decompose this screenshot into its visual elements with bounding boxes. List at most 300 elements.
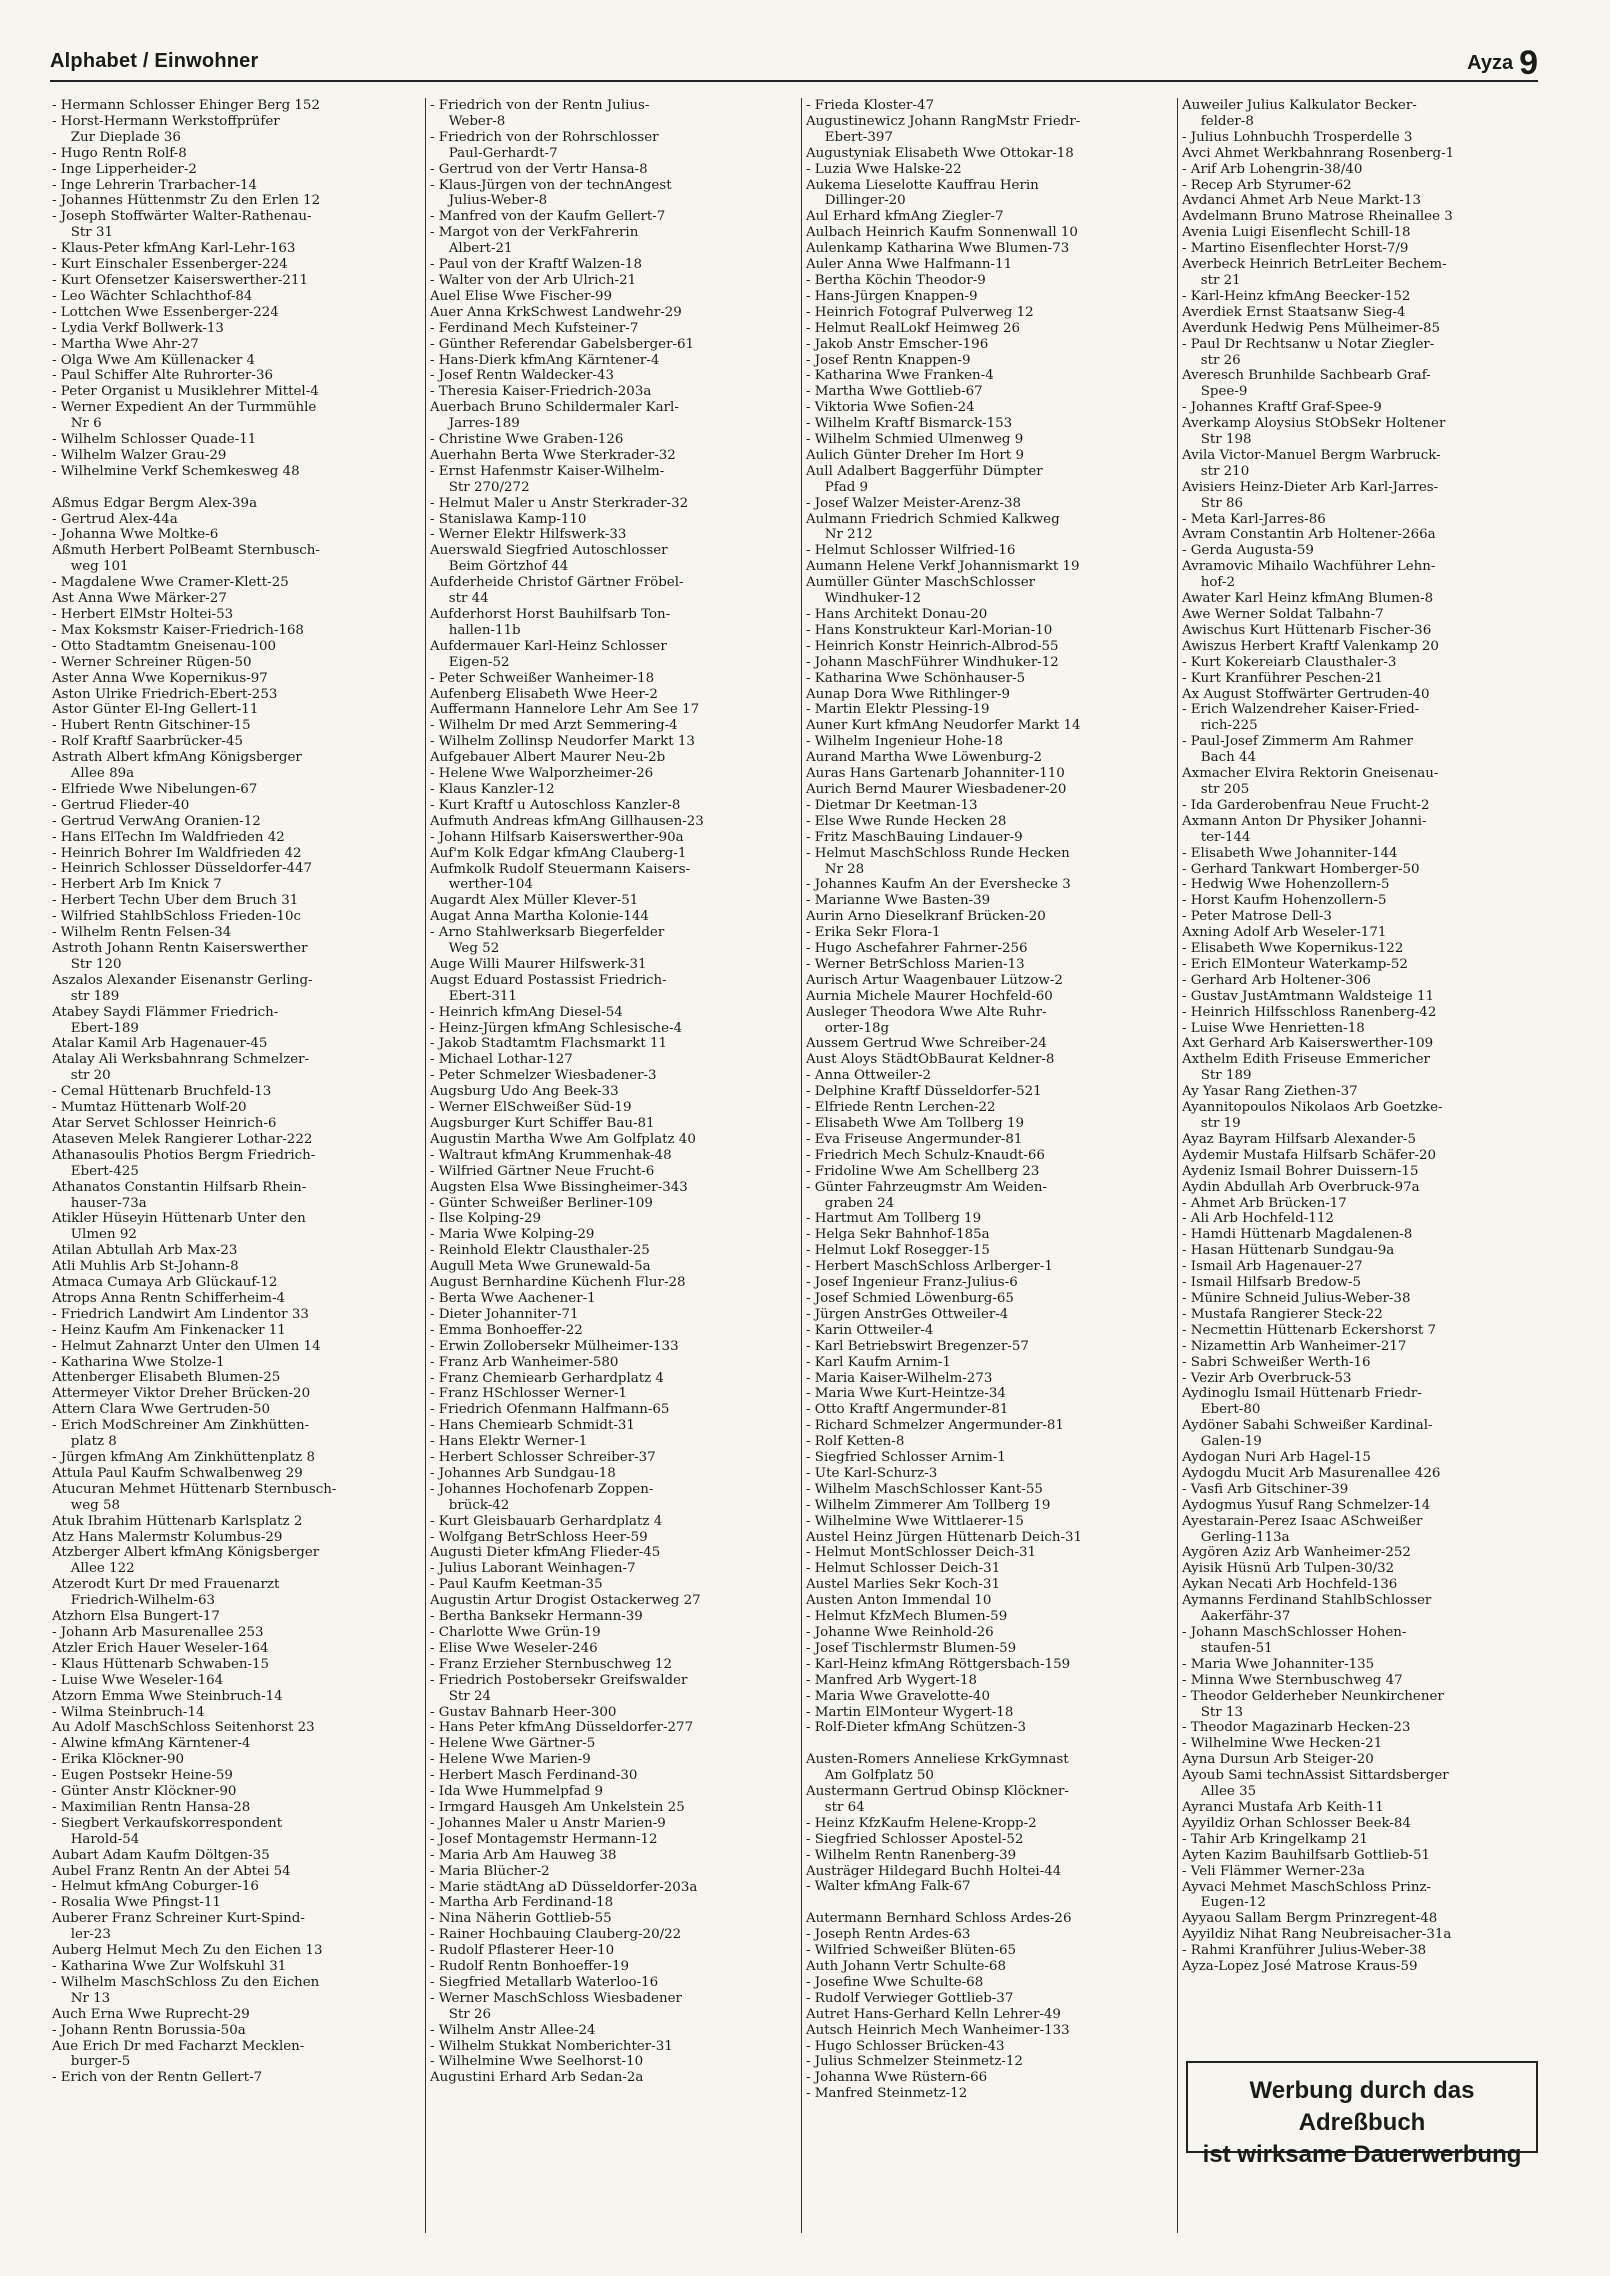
directory-entry: - Luzia Wwe Halske-22 [806,161,962,177]
directory-entry: - Martha Arb Ferdinand-18 [430,1895,614,1911]
directory-entry: Ebert-80 [1200,1402,1261,1418]
directory-entry: Augustin Martha Wwe Am Golfplatz 40 [430,1131,696,1147]
directory-entry: str 20 [70,1068,111,1084]
directory-entry: Austen Anton Immendal 10 [806,1593,992,1609]
directory-entry: - Martino Eisenflechter Horst-7/9 [1182,241,1409,257]
directory-entry: - Ilse Kolping-29 [430,1211,542,1227]
directory-entry: Aßmus Edgar Bergm Alex-39a [52,495,258,511]
directory-entry: Dillinger-20 [824,193,906,209]
directory-entry: Auberer Franz Schreiner Kurt-Spind- [52,1911,305,1927]
directory-entry: - Johann MaschFührer Windhuker-12 [806,654,1059,670]
directory-entry: Atzberger Albert kfmAng Königsberger [52,1545,320,1561]
directory-entry: - Werner MaschSchloss Wiesbadener [430,1990,682,2006]
directory-entry: - Christine Wwe Graben-126 [430,432,624,448]
directory-entry: str 64 [824,1799,865,1815]
directory-entry: - Otto Stadtamtm Gneisenau-100 [52,638,276,654]
directory-entry: Aufgebauer Albert Maurer Neu-2b [430,750,666,766]
column-divider [1177,98,1178,2233]
directory-entry: Atilan Abtullah Arb Max-23 [52,1243,238,1259]
directory-entry: Weg 52 [448,941,500,957]
directory-entry: - Josef Walzer Meister-Arenz-38 [806,495,1021,511]
directory-entry: - Julius Schmelzer Steinmetz-12 [806,2054,1023,2070]
directory-entry: Pfad 9 [824,479,869,495]
directory-entry: Augustin Artur Drogist Ostackerweg 27 [430,1593,701,1609]
directory-entry: Atmaca Cumaya Arb Glückauf-12 [52,1275,278,1291]
directory-entry: - Horst Kaufm Hohenzollern-5 [1182,893,1387,909]
directory-entry: Beim Görtzhof 44 [448,559,569,575]
directory-entry: - Heinrich Bohrer Im Waldfrieden 42 [52,845,302,861]
directory-entry: Am Golfplatz 50 [824,1768,934,1784]
directory-entry: - Magdalene Wwe Cramer-Klett-25 [52,575,289,591]
directory-entry: - Eugen Postsekr Heine-59 [52,1768,233,1784]
directory-entry: Axt Gerhard Arb Kaiserswerther-109 [1182,1036,1434,1052]
directory-entry: Avramovic Mihailo Wachführer Lehn- [1182,559,1436,575]
directory-entry: - Julius Lohnbuchh Trosperdelle 3 [1182,129,1413,145]
entry-spacer [806,1895,1172,1911]
directory-entry: - Hans-Dierk kfmAng Kärntener-4 [430,352,660,368]
directory-entry: Aussem Gertrud Wwe Schreiber-24 [806,1036,1047,1052]
directory-entry: - Helmut MaschSchloss Runde Hecken [806,845,1070,861]
directory-entry: Atikler Hüseyin Hüttenarb Unter den [52,1211,306,1227]
directory-entry: - Martha Wwe Gottlieb-67 [806,384,983,400]
directory-entry: - Paul Dr Rechtsanw u Notar Ziegler- [1182,336,1435,352]
directory-entry: Aufdermauer Karl-Heinz Schlosser [430,638,667,654]
directory-entry: - Leo Wächter Schlachthof-84 [52,288,253,304]
directory-entry: Auras Hans Gartenarb Johanniter-110 [806,766,1065,782]
directory-entry: Augsburg Udo Ang Beek-33 [430,1084,619,1100]
directory-entry: - Elise Wwe Weseler-246 [430,1640,598,1656]
directory-entry: - Else Wwe Runde Hecken 28 [806,813,1007,829]
directory-entry: Aurnia Michele Maurer Hochfeld-60 [806,988,1053,1004]
directory-entry: - Kurt Kokereiarb Clausthaler-3 [1182,654,1397,670]
directory-entry: - Jürgen kfmAng Am Zinkhüttenplatz 8 [52,1450,316,1466]
directory-entry: - Kurt Kraftf u Autoschloss Kanzler-8 [430,797,681,813]
directory-entry: - Paul Kaufm Keetman-35 [430,1577,603,1593]
directory-entry: - Maximilian Rentn Hansa-28 [52,1799,251,1815]
directory-entry: Atalar Kamil Arb Hagenauer-45 [52,1036,268,1052]
directory-entry: Harold-54 [70,1831,140,1847]
directory-entry: Aue Erich Dr med Facharzt Mecklen- [52,2038,305,2054]
directory-entry: Aakerfähr-37 [1200,1609,1291,1625]
directory-entry: Aunap Dora Wwe Rithlinger-9 [806,686,1011,702]
directory-entry: str 21 [1200,272,1241,288]
directory-entry: - Helene Wwe Marien-9 [430,1752,591,1768]
directory-entry: Attermeyer Viktor Dreher Brücken-20 [52,1386,311,1402]
directory-entry: - Michael Lothar-127 [430,1052,573,1068]
directory-entry: Awischus Kurt Hüttenarb Fischer-36 [1182,622,1432,638]
directory-entry: Augustyniak Elisabeth Wwe Ottokar-18 [806,145,1074,161]
directory-entry: - Hans Peter kfmAng Düsseldorfer-277 [430,1720,694,1736]
directory-entry: Aßmuth Herbert PolBeamt Sternbusch- [52,543,320,559]
directory-entry: Aufderhorst Horst Bauhilfsarb Ton- [430,607,671,622]
directory-entry: - Heinrich kfmAng Diesel-54 [430,1004,623,1020]
directory-entry: Ausleger Theodora Wwe Alte Ruhr- [806,1004,1047,1020]
directory-entry: Atzler Erich Hauer Weseler-164 [52,1640,269,1656]
directory-entry: - Helmut KfzMech Blumen-59 [806,1609,1008,1625]
directory-entry: Aust Aloys StädtObBaurat Keldner-8 [806,1052,1055,1068]
directory-entry: - Joseph Stoffwärter Walter-Rathenau- [52,209,312,225]
directory-entry: - Münire Schneid Julius-Weber-38 [1182,1290,1411,1306]
directory-entry: Auf'm Kolk Edgar kfmAng Clauberg-1 [430,845,687,861]
directory-entry: - Maria Wwe Kolping-29 [430,1227,595,1243]
directory-entry: - Josef Ingenieur Franz-Julius-6 [806,1275,1018,1291]
directory-column-3 [806,98,1172,2102]
directory-entry: Avisiers Heinz-Dieter Arb Karl-Jarres- [1182,479,1439,495]
directory-entry: - Peter Organist u Musiklehrer Mittel-4 [52,384,319,400]
directory-entry: Auler Anna Wwe Halfmann-11 [806,257,1013,273]
directory-entry: - Walter kfmAng Falk-67 [806,1879,971,1895]
directory-entry: - Ernst Hafenmstr Kaiser-Wilhelm- [430,463,665,479]
directory-entry: Aydin Abdullah Arb Overbruck-97a [1182,1179,1420,1195]
directory-entry: Atucuran Mehmet Hüttenarb Sternbusch- [52,1481,337,1497]
directory-entry: - Sabri Schweißer Werth-16 [1182,1354,1371,1370]
directory-entry: Auch Erna Wwe Ruprecht-29 [52,2006,250,2022]
directory-entry: - Karl Kaufm Arnim-1 [806,1354,951,1370]
directory-entry: - Kurt Gleisbauarb Gerhardplatz 4 [430,1513,663,1529]
directory-entry: - Waltraut kfmAng Krummenhak-48 [430,1147,672,1163]
directory-entry: - Katharina Wwe Stolze-1 [52,1354,225,1370]
directory-entry: Augull Meta Wwe Grunewald-5a [430,1259,651,1275]
directory-entry: - Gerhard Tankwart Homberger-50 [1182,861,1420,877]
directory-entry: Gerling-113a [1200,1529,1290,1545]
directory-entry: Ayisik Hüsnü Arb Tulpen-30/32 [1182,1561,1395,1577]
directory-entry: Str 198 [1200,432,1252,448]
directory-entry: - Paul-Josef Zimmerm Am Rahmer [1182,734,1413,750]
directory-entry: - Delphine Kraftf Düsseldorfer-521 [806,1084,1042,1100]
directory-entry: - Erich von der Rentn Gellert-7 [52,2070,263,2086]
directory-entry: - Friedrich Ofenmann Halfmann-65 [430,1402,670,1418]
directory-entry: - Johannes Maler u Anstr Marien-9 [430,1815,666,1831]
directory-entry: - Nizamettin Arb Wanheimer-217 [1182,1338,1407,1354]
directory-entry: - Theresia Kaiser-Friedrich-203a [430,384,652,400]
directory-entry: Aurand Martha Wwe Löwenburg-2 [806,750,1043,766]
directory-entry: - Johannes Arb Sundgau-18 [430,1465,616,1481]
directory-column-1 [52,98,422,2086]
directory-entry: - Rudolf Verwieger Gottlieb-37 [806,1990,1014,2006]
directory-entry: - Peter Schweißer Wanheimer-18 [430,670,655,686]
directory-entry: Auner Kurt kfmAng Neudorfer Markt 14 [806,718,1081,734]
directory-entry: - Bertha Köchin Theodor-9 [806,272,986,288]
directory-entry: - Maria Wwe Johanniter-135 [1182,1656,1375,1672]
directory-entry: - Gerda Augusta-59 [1182,543,1314,559]
directory-entry: - Katharina Wwe Franken-4 [806,368,994,384]
directory-entry: - Herbert Masch Ferdinand-30 [430,1768,638,1784]
directory-entry: Ulmen 92 [70,1227,137,1243]
directory-entry: - Hans ElTechn Im Waldfrieden 42 [52,829,285,845]
directory-entry: - Herbert Techn Über dem Bruch 31 [52,893,299,909]
directory-entry: - Martin Elektr Plessing-19 [806,702,990,718]
directory-entry: - Hugo Schlosser Brücken-43 [806,2038,1005,2054]
directory-entry: str 189 [70,988,120,1004]
directory-entry: - Wilhelm Ingenieur Hohe-18 [806,734,1004,750]
directory-entry: - Herbert Arb Im Knick 7 [52,877,222,893]
directory-entry: Atuk Ibrahim Hüttenarb Karlsplatz 2 [52,1513,303,1529]
directory-entry: Atzhorn Elsa Bungert-17 [52,1609,220,1625]
directory-entry: - Rudolf Rentn Bonhoeffer-19 [430,1959,630,1975]
directory-entry: - Wilhelm MaschSchlosser Kant-55 [806,1481,1043,1497]
directory-entry: - Martin ElMonteur Wygert-18 [806,1704,1014,1720]
directory-entry: - Erika Klöckner-90 [52,1752,185,1768]
directory-entry: graben 24 [824,1195,895,1211]
directory-entry: Ayza-Lopez José Matrose Kraus-59 [1182,1959,1418,1975]
page-header-right [1467,44,1538,83]
directory-entry: - Frieda Kloster-47 [806,98,934,113]
directory-entry: Avdelmann Bruno Matrose Rheinallee 3 [1182,209,1453,225]
directory-entry: - Josef Schmied Löwenburg-65 [806,1290,1014,1306]
directory-entry: Str 120 [70,956,122,972]
directory-entry: - Irmgard Hausgeh Am Unkelstein 25 [430,1799,685,1815]
directory-entry: - Olga Wwe Am Küllenacker 4 [52,352,256,368]
directory-entry: - Helmut kfmAng Coburger-16 [52,1879,259,1895]
directory-entry: - Cemal Hüttenarb Bruchfeld-13 [52,1084,272,1100]
directory-entry: - Johann Hilfsarb Kaiserswerther-90a [430,829,684,845]
directory-entry: Augusti Dieter kfmAng Flieder-45 [430,1545,661,1561]
directory-entry: ter-144 [1200,829,1251,845]
directory-entry: - Klaus-Jürgen von der technAngest [430,177,672,193]
directory-entry: - Erich ElMonteur Waterkamp-52 [1182,956,1408,972]
directory-entry: Aydinoglu Ismail Hüttenarb Friedr- [1182,1386,1422,1402]
directory-entry: - Werner ElSchweißer Süd-19 [430,1100,632,1116]
directory-entry: - Wilhelm Walzer Grau-29 [52,447,227,463]
directory-entry: - Mustafa Rangierer Steck-22 [1182,1306,1383,1322]
directory-entry: - Inge Lipperheider-2 [52,161,197,177]
directory-entry: - Helmut Schlosser Deich-31 [806,1561,1001,1577]
directory-entry: - Inge Lehrerin Trarbacher-14 [52,177,258,193]
directory-entry: Avila Victor-Manuel Bergm Warbruck- [1182,447,1441,463]
directory-entry: Ayannitopoulos Nikolaos Arb Goetzke- [1182,1100,1443,1116]
directory-entry: Autsch Heinrich Mech Wanheimer-133 [806,2022,1070,2038]
directory-entry: - Necmettin Hüttenarb Eckershorst 7 [1182,1322,1436,1338]
directory-entry: - Rainer Hochbauing Clauberg-20/22 [430,1927,682,1943]
directory-entry: - Herbert ElMstr Holtei-53 [52,606,234,622]
directory-entry: Augustini Erhard Arb Sedan-2a [430,2070,644,2086]
directory-entry: - Hans Elektr Werner-1 [430,1434,588,1450]
directory-entry: Auge Willi Maurer Hilfswerk-31 [430,956,647,972]
directory-entry: Aymanns Ferdinand StahlbSchlosser [1182,1593,1432,1609]
directory-entry: werther-104 [448,877,533,893]
directory-entry: Atzorn Emma Wwe Steinbruch-14 [52,1688,283,1704]
directory-entry: Aul Erhard kfmAng Ziegler-7 [806,209,1004,225]
directory-entry: Aulbach Heinrich Kaufm Sonnenwall 10 [806,225,1078,241]
directory-entry: - Arno Stahlwerksarb Biegerfelder [430,925,665,941]
directory-entry: - Heinrich Hilfsschloss Ranenberg-42 [1182,1004,1437,1020]
directory-entry: Axthelm Edith Friseuse Emmericher [1182,1052,1430,1068]
directory-entry: rich-225 [1200,718,1258,734]
directory-entry: - Erika Sekr Flora-1 [806,925,941,941]
directory-entry: - Johann Rentn Borussia-50a [52,2022,246,2038]
directory-entry: - Manfred von der Kaufm Gellert-7 [430,209,666,225]
directory-entry: Au Adolf MaschSchloss Seitenhorst 23 [52,1720,315,1736]
directory-entry: Atalay Ali Werksbahnrang Schmelzer- [52,1052,310,1068]
directory-entry: - Erwin Zollobersekr Mülheimer-133 [430,1338,679,1354]
directory-entry: - Maria Wwe Gravelotte-40 [806,1688,990,1704]
directory-entry: Axning Adolf Arb Weseler-171 [1182,925,1387,941]
directory-entry: felder-8 [1200,113,1254,129]
directory-entry: Avram Constantin Arb Holtener-266a [1182,527,1436,543]
directory-entry: Ayten Kazim Bauhilfsarb Gottlieb-51 [1182,1847,1430,1863]
directory-entry: brück-42 [448,1497,510,1513]
directory-entry: - Wilhelm MaschSchloss Zu den Eichen [52,1974,320,1990]
directory-entry: Windhuker-12 [824,591,922,607]
directory-entry: Aubel Franz Rentn An der Abtei 54 [52,1863,291,1879]
directory-entry: - Elisabeth Wwe Johanniter-144 [1182,845,1398,861]
directory-entry: Aurisch Artur Waagenbauer Lützow-2 [806,972,1063,988]
directory-entry: hauser-73a [70,1195,147,1211]
entry-spacer [52,480,422,496]
directory-entry: - Johannes Kaufm An der Evershecke 3 [806,877,1071,893]
directory-entry: Averdunk Hedwig Pens Mülheimer-85 [1182,320,1441,336]
directory-entry: - Johannes Kraftf Graf-Spee-9 [1182,400,1382,416]
directory-entry: - Wilfried Schweißer Blüten-65 [806,1943,1017,1959]
directory-entry: - Meta Karl-Jarres-86 [1182,511,1326,527]
directory-entry: - Helmut Maler u Anstr Sterkrader-32 [430,495,689,511]
directory-entry: Awiszus Herbert Kraftf Valenkamp 20 [1182,638,1439,654]
directory-entry: - Richard Schmelzer Angermunder-81 [806,1418,1064,1434]
directory-entry: - Ida Garderobenfrau Neue Frucht-2 [1182,797,1430,813]
directory-entry: Allee 89a [70,766,135,782]
page-number: 9 [1519,44,1538,82]
directory-entry: - Johann Arb Masurenallee 253 [52,1624,264,1640]
directory-entry: Zur Dieplade 36 [70,129,181,145]
directory-entry: - Maria Wwe Kurt-Heintze-34 [806,1386,1006,1402]
directory-entry: Spee-9 [1200,384,1248,400]
directory-entry: Auerhahn Berta Wwe Sterkrader-32 [430,447,676,463]
directory-entry: Austel Marlies Sekr Koch-31 [806,1577,1000,1593]
directory-entry: - Kurt Ofensetzer Kaiserswerther-211 [52,272,308,288]
directory-entry: Averesch Brunhilde Sachbearb Graf- [1182,368,1431,384]
directory-entry: - Franz Arb Wanheimer-580 [430,1354,619,1370]
directory-entry: - Tahir Arb Kringelkamp 21 [1182,1831,1368,1847]
directory-entry: Atar Servet Schlosser Heinrich-6 [52,1115,277,1131]
directory-entry: Auer Anna KrkSchwest Landwehr-29 [430,304,682,320]
directory-entry: Astor Günter El-Ing Gellert-11 [52,702,259,718]
directory-entry: Augsburger Kurt Schiffer Bau-81 [430,1116,655,1131]
directory-entry: - Josef Montagemstr Hermann-12 [430,1831,658,1847]
directory-entry: - Heinz Kaufm Am Finkenacker 11 [52,1322,286,1338]
directory-entry: - Wilhelm Schmied Ulmenweg 9 [806,432,1024,448]
advertisement-box [1186,2061,1538,2168]
directory-entry: - Karin Ottweiler-4 [806,1322,934,1338]
directory-entry: - Vasfi Arb Gitschiner-39 [1182,1481,1349,1497]
directory-entry: - Wilhelmine Wwe Wittlaerer-15 [806,1513,1024,1529]
directory-entry: Avenia Luigi Eisenflecht Schill-18 [1182,225,1411,241]
directory-entry: - Wilhelm Zollinsp Neudorfer Markt 13 [430,734,695,750]
directory-entry: - Wilhelm Rentn Felsen-34 [52,925,232,941]
directory-entry: - Marie städtAng aD Düsseldorfer-203a [430,1879,698,1895]
directory-entry: - Anna Ottweiler-2 [806,1068,932,1084]
directory-entry: Autret Hans-Gerhard Kelln Lehrer-49 [806,2006,1061,2022]
directory-entry: str 19 [1200,1116,1241,1131]
directory-entry: - Hugo Rentn Rolf-8 [52,145,187,161]
directory-entry: Ayyaou Sallam Bergm Prinzregent-48 [1182,1911,1438,1927]
directory-entry: - Josef Rentn Knappen-9 [806,352,971,368]
directory-entry: - Hartmut Am Tollberg 19 [806,1211,982,1227]
directory-entry: - Johannes Hüttenmstr Zu den Erlen 12 [52,193,321,209]
directory-entry: orter-18g [824,1020,890,1036]
directory-entry: Ayna Dursun Arb Steiger-20 [1182,1752,1374,1768]
directory-entry: - Jürgen AnstrGes Ottweiler-4 [806,1306,1009,1322]
directory-entry: Austen-Romers Anneliese KrkGymnast [806,1752,1069,1768]
directory-entry: - Wolfgang BetrSchloss Heer-59 [430,1529,648,1545]
directory-entry: Aston Ulrike Friedrich-Ebert-253 [52,686,278,702]
directory-entry: August Bernhardine Küchenh Flur-28 [430,1275,686,1291]
directory-entry: str 26 [1200,352,1241,368]
directory-entry: - Wilhelmine Wwe Hecken-21 [1182,1736,1383,1752]
directory-entry: Paul-Gerhardt-7 [448,145,558,161]
directory-entry: - Ferdinand Mech Kufsteiner-7 [430,320,639,336]
directory-entry: Aulmann Friedrich Schmied Kalkweg [806,511,1060,527]
directory-entry: - Margot von der VerkFahrerin [430,225,639,241]
directory-entry: str 44 [448,591,489,607]
directory-entry: - Günter Schweißer Berliner-109 [430,1195,653,1211]
directory-entry: Aykan Necati Arb Hochfeld-136 [1182,1577,1398,1593]
directory-entry: - Helga Sekr Bahnhof-185a [806,1227,990,1243]
directory-entry: - Horst-Hermann Werkstoffprüfer [52,113,280,129]
directory-entry: Augardt Alex Müller Klever-51 [430,893,639,909]
section-title: Alphabet / Einwohner [50,50,259,72]
directory-entry: - Heinrich Schlosser Düsseldorfer-447 [52,861,313,877]
directory-entry: Julius-Weber-8 [448,193,548,209]
directory-entry: - Gertrud Alex-44a [52,511,178,527]
ad-line-2: ist wirksame Dauerwerbung [1202,2141,1522,2168]
directory-entry: - Rolf Ketten-8 [806,1434,905,1450]
directory-entry: Ayyildiz Nihat Rang Neubreisacher-31a [1182,1927,1452,1943]
directory-entry: - Luise Wwe Weseler-164 [52,1672,224,1688]
directory-entry: - Maria Blücher-2 [430,1863,550,1879]
directory-entry: Aumüller Günter MaschSchlosser [806,575,1036,591]
directory-entry: - Luise Wwe Henrietten-18 [1182,1020,1365,1036]
directory-entry: - Viktoria Wwe Sofien-24 [806,400,975,416]
directory-entry: - Rudolf Pflasterer Heer-10 [430,1943,615,1959]
directory-entry: - Elisabeth Wwe Kopernikus-122 [1182,941,1404,957]
directory-entry: Averdiek Ernst Staatsanw Sieg-4 [1182,304,1406,320]
directory-entry: - Theodor Gelderheber Neunkirchener [1182,1688,1444,1704]
directory-entry: - Mumtaz Hüttenarb Wolf-20 [52,1100,247,1116]
directory-entry: Str 31 [70,225,114,241]
directory-entry: Auffermann Hannelore Lehr Am See 17 [430,702,700,718]
directory-entry: Str 24 [448,1688,492,1704]
directory-entry: Ebert-189 [70,1020,139,1036]
directory-entry: Eigen-52 [448,654,510,670]
directory-entry: Auberg Helmut Mech Zu den Eichen 13 [52,1943,323,1959]
directory-entry: Averbeck Heinrich BetrLeiter Bechem- [1182,257,1447,273]
directory-entry: - Kurt Kranführer Peschen-21 [1182,670,1383,686]
directory-entry: Augat Anna Martha Kolonie-144 [430,909,649,925]
directory-entry: - Franz Erzieher Sternbuschweg 12 [430,1656,672,1672]
directory-entry: - Rosalia Wwe Pfingst-11 [52,1895,221,1911]
directory-entry: - Elisabeth Wwe Am Tollberg 19 [806,1116,1025,1131]
directory-entry: - Josef Rentn Waldecker-43 [430,368,614,384]
directory-entry: Aufmuth Andreas kfmAng Gillhausen-23 [430,813,704,829]
directory-entry: Ataseven Melek Rangierer Lothar-222 [52,1131,313,1147]
directory-entry: Ayoub Sami technAssist Sittardsberger [1182,1768,1449,1784]
directory-entry: - Werner Elektr Hilfswerk-33 [430,527,627,543]
directory-entry: - Wilma Steinbruch-14 [52,1704,205,1720]
directory-entry: - Friedrich von der Rohrschlosser [430,129,659,145]
directory-entry: - Wilhelm Dr med Arzt Semmering-4 [430,718,678,734]
directory-entry: Auerswald Siegfried Autoschlosser [430,543,668,559]
directory-entry: Str 270/272 [448,479,530,495]
directory-entry: Aydogdu Mucit Arb Masurenallee 426 [1182,1465,1441,1481]
directory-entry: - Marianne Wwe Basten-39 [806,893,991,909]
directory-entry: Astrath Albert kfmAng Königsberger [52,750,302,766]
directory-entry: - Hugo Aschefahrer Fahrner-256 [806,941,1028,957]
directory-entry: Atrops Anna Rentn Schifferheim-4 [52,1290,286,1306]
directory-entry: Bach 44 [1200,750,1256,766]
directory-entry: Ayaz Bayram Hilfsarb Alexander-5 [1182,1131,1416,1147]
directory-entry: Auel Elise Wwe Fischer-99 [430,288,613,304]
directory-entry: Attern Clara Wwe Gertruden-50 [52,1402,271,1418]
